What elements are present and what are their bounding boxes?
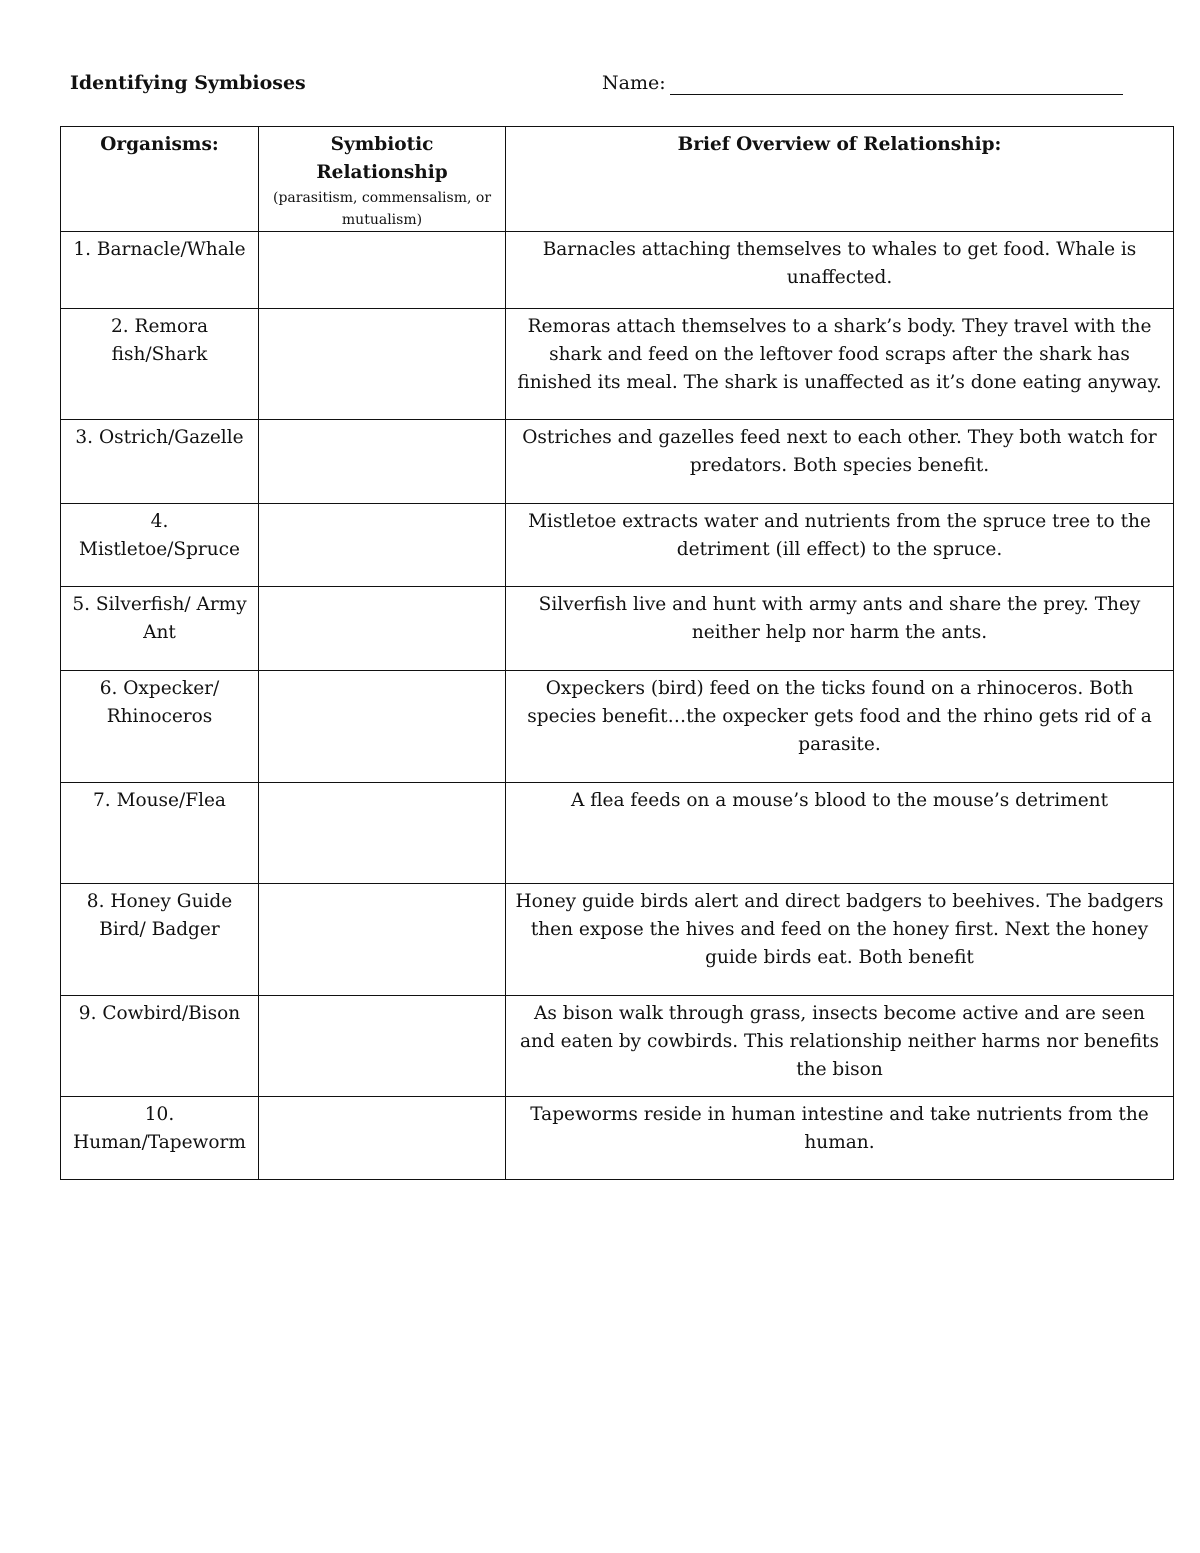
table-row bbox=[61, 232, 1174, 309]
table-row bbox=[61, 783, 1174, 884]
relationship-answer-cell[interactable] bbox=[259, 1097, 506, 1180]
overview-cell: Barnacles attaching themselves to whales to get food. Whale is unaffected. bbox=[506, 232, 1174, 309]
organisms-cell: 8. Honey Guide Bird/ Badger bbox=[61, 884, 259, 996]
table-row bbox=[61, 587, 1174, 671]
relationship-answer-cell[interactable] bbox=[259, 504, 506, 587]
relationship-answer-cell[interactable] bbox=[259, 783, 506, 884]
organisms-cell: 7. Mouse/Flea bbox=[61, 783, 259, 884]
relationship-column-header: Symbiotic Relationship (parasitism, commensalism, or mutualism) bbox=[259, 127, 506, 232]
relationship-answer-cell[interactable] bbox=[259, 587, 506, 671]
relationship-answer-cell[interactable] bbox=[259, 884, 506, 996]
organisms-cell: 6. Oxpecker/ Rhinoceros bbox=[61, 671, 259, 783]
name-field[interactable] bbox=[670, 94, 1123, 95]
relationship-answer-cell[interactable] bbox=[259, 309, 506, 420]
relationship-answer-cell[interactable] bbox=[259, 420, 506, 504]
overview-cell: Oxpeckers (bird) feed on the ticks found on a rhinoceros. Both species benefit…the oxpecker gets food and the rhino gets rid of a parasite. bbox=[506, 671, 1174, 783]
table-row bbox=[61, 996, 1174, 1097]
relationship-answer-cell[interactable] bbox=[259, 232, 506, 309]
organisms-column-header: Organisms: bbox=[61, 127, 259, 232]
table-row bbox=[61, 671, 1174, 783]
table-row bbox=[61, 309, 1174, 420]
overview-column-header: Brief Overview of Relationship: bbox=[506, 127, 1174, 232]
page-header bbox=[70, 72, 1130, 102]
relationship-answer-cell[interactable] bbox=[259, 671, 506, 783]
organisms-cell: 2. Remora fish/Shark bbox=[61, 309, 259, 420]
overview-cell: Mistletoe extracts water and nutrients from the spruce tree to the detriment (ill effect) to the spruce. bbox=[506, 504, 1174, 587]
overview-cell: Remoras attach themselves to a shark’s body. They travel with the shark and feed on the leftover food scraps after the shark has finished its meal. The shark is unaffected as it’s done eating anyway. bbox=[506, 309, 1174, 420]
organisms-cell: 9. Cowbird/Bison bbox=[61, 996, 259, 1097]
table-row bbox=[61, 504, 1174, 587]
organisms-cell: 1. Barnacle/Whale bbox=[61, 232, 259, 309]
overview-cell: Honey guide birds alert and direct badgers to beehives. The badgers then expose the hives and feed on the honey first. Next the honey guide birds eat. Both benefit bbox=[506, 884, 1174, 996]
relationship-hint: (parasitism, commensalism, or mutualism) bbox=[272, 190, 492, 228]
symbioses-table bbox=[60, 126, 1174, 1180]
table-row bbox=[61, 420, 1174, 504]
organisms-cell: 5. Silverfish/ Army Ant bbox=[61, 587, 259, 671]
overview-cell: As bison walk through grass, insects become active and are seen and eaten by cowbirds. This relationship neither harms nor benefits the bison bbox=[506, 996, 1174, 1097]
organisms-cell: 10. Human/Tapeworm bbox=[61, 1097, 259, 1180]
overview-cell: A flea feeds on a mouse’s blood to the mouse’s detriment bbox=[506, 783, 1174, 884]
table-header-row bbox=[61, 127, 1174, 232]
overview-cell: Silverfish live and hunt with army ants and share the prey. They neither help nor harm the ants. bbox=[506, 587, 1174, 671]
overview-cell: Ostriches and gazelles feed next to each other. They both watch for predators. Both species benefit. bbox=[506, 420, 1174, 504]
organisms-cell: 4. Mistletoe/Spruce bbox=[61, 504, 259, 587]
page-title: Identifying Symbioses bbox=[70, 72, 306, 94]
overview-cell: Tapeworms reside in human intestine and take nutrients from the human. bbox=[506, 1097, 1174, 1180]
name-label: Name: bbox=[602, 72, 666, 94]
relationship-answer-cell[interactable] bbox=[259, 996, 506, 1097]
organisms-cell: 3. Ostrich/Gazelle bbox=[61, 420, 259, 504]
table-row bbox=[61, 884, 1174, 996]
table-row bbox=[61, 1097, 1174, 1180]
